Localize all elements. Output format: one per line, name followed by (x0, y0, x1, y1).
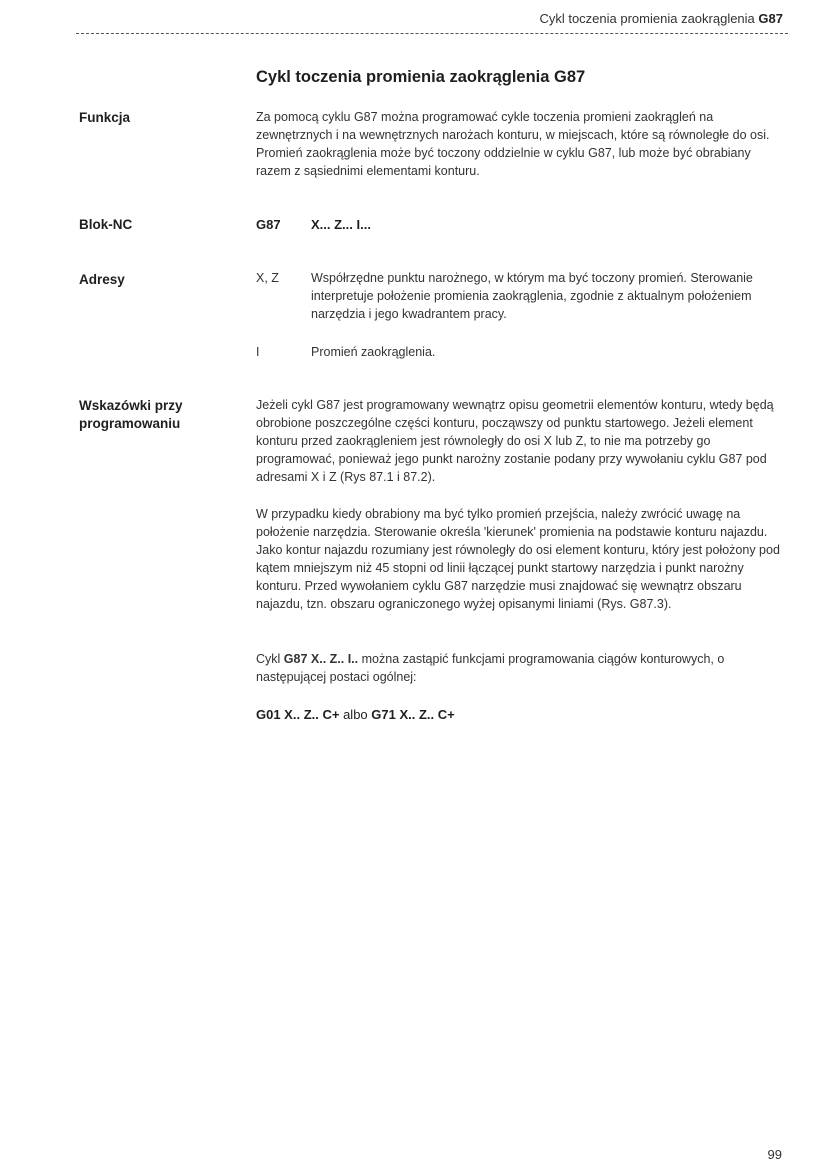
blok-code: G87 (256, 217, 281, 232)
formula-a: G01 X.. Z.. C+ (256, 707, 340, 722)
running-header-code: G87 (758, 11, 783, 26)
para3-code: G87 X.. Z.. I.. (283, 652, 359, 666)
funkcja-paragraph: Za pomocą cyklu G87 można programować cykle toczenia promieni zaokrągleń na zewnętrznych i na wewnętrznych narożach konturu, w miejscach, które są równoległe do osi. Promień zaokrąglenia może być toczony oddzielnie w cyklu G87, lub może być obrabiany razem z sąsiednimi elementami konturu. (256, 110, 770, 178)
header-rule (76, 33, 788, 34)
address-key-xz: X, Z (256, 271, 279, 285)
wskazowki-text-1: Jeżeli cykl G87 jest programowany wewnątrz opisu geometrii elementów konturu, wtedy będą obrobione poszczególne części konturu, począwszy od punktu startowego. Jeżeli element konturu przed zaokrągleniem jest równoległy do osi X lub Z, to nie ma potrzeby go programować, ponieważ jego punkt narożny zostanie podany przy wywołaniu cyklu G87 pod adresami X i Z (Rys 87.1 i 87.2). (256, 398, 774, 484)
formula-mid: albo (343, 707, 368, 722)
wskazowki-paragraph-3 (256, 650, 786, 686)
wskazowki-text-2: W przypadku kiedy obrabiony ma być tylko promień przejścia, należy zwrócić uwagę na położenie narzędzia. Sterowanie określa 'kierunek' promienia na podstawie konturu najazdu. Jako kontur najazdu rozumiany jest równoległy do osi element konturu, który jest położony pod kątem mniejszym niż 45 stopni od linii łączącej punkt startowy narzędzia i punkt narożny konturu. Przed wywołaniem cyklu G87 narzędzie musi znajdować się wewnątrz obszaru najazdu, tzn. obszaru ograniczonego wyżej opisanymi liniami (Rys. G87.3). (256, 507, 780, 611)
wskazowki-paragraph-1 (256, 396, 786, 486)
label-funkcja: Funkcja (79, 110, 131, 125)
label-wskazowki-line2: programowaniu (79, 416, 181, 431)
label-wskazowki (79, 397, 183, 433)
address-key-i: I (256, 345, 260, 359)
running-header (539, 11, 783, 26)
funkcja-text (256, 108, 786, 180)
label-adresy: Adresy (79, 272, 125, 287)
formula-line (256, 707, 455, 722)
wskazowki-paragraph-2 (256, 505, 786, 613)
label-wskazowki-line1: Wskazówki przy (79, 398, 183, 413)
page-title: Cykl toczenia promienia zaokrąglenia G87 (256, 68, 586, 86)
para3-post: można zastąpić funkcjami programowania ciągów konturowych, o następującej postaci ogólnej: (256, 652, 725, 684)
label-blok-nc: Blok-NC (79, 217, 133, 232)
address-text-i: Promień zaokrąglenia. (311, 345, 436, 359)
formula-b: G71 X.. Z.. C+ (371, 707, 455, 722)
blok-args: X... Z... I... (311, 217, 371, 232)
page-number: 99 (767, 1147, 782, 1162)
running-header-title: Cykl toczenia promienia zaokrąglenia (539, 11, 755, 26)
para3-pre: Cykl (256, 652, 281, 666)
address-text-xz: Współrzędne punktu narożnego, w którym ma być toczony promień. Sterowanie interpretuje położenie promienia zaokrąglenia, zgodnie z aktualnym położeniem narzędzia i jego kwadrantem pracy. (311, 271, 753, 321)
